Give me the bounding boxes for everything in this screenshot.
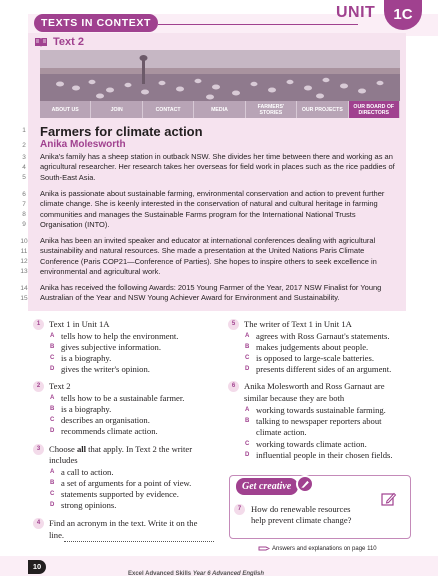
option-text[interactable]: a call to action.: [61, 467, 114, 477]
article-title: Farmers for climate action: [40, 124, 203, 139]
question-number: 6: [228, 381, 239, 392]
article-paragraph: Anika's family has a sheep station in outback NSW. She divides her time between there and working as an agricultural researcher. Her research takes her overseas for field work in places such as the rice paddies of South-East Asia.: [40, 152, 395, 182]
article-paragraph: Anika is passionate about sustainable farming, environmental conservation and action to prevent further climate change. She is keenly interested in the conservation of natural and cultural heritage in farming communities and manages the Sustainable Farms program for the International National Trusts Organisation (INTO).: [40, 189, 385, 229]
option-letter: A: [50, 395, 55, 401]
option-letter: C: [245, 355, 250, 361]
line-number: 2: [22, 142, 26, 149]
question-stem-cont: includes: [49, 455, 78, 465]
question-stem: Text 1 in Unit 1A: [49, 319, 110, 329]
footer-credit: Excel Advanced Skills Year 6 Advanced English: [128, 571, 265, 576]
option-text[interactable]: is opposed to large-scale batteries.: [256, 353, 374, 363]
option-text[interactable]: working towards sustainable farming.: [256, 405, 386, 415]
line-number: 4: [22, 164, 26, 171]
question-stem-cont: help prevent climate change?: [251, 515, 352, 525]
question-stem: How do renewable resources: [251, 504, 351, 514]
option-letter: B: [50, 344, 55, 350]
option-letter: B: [50, 480, 55, 486]
nav-about-us[interactable]: ABOUT US: [40, 101, 91, 118]
option-text[interactable]: is a biography.: [61, 404, 112, 414]
site-nav: [40, 101, 400, 118]
option-letter: A: [245, 407, 250, 413]
panel-title: Text 2: [53, 36, 84, 48]
edit-icon: [381, 491, 397, 507]
pointing-hand-icon: [258, 544, 270, 553]
line-number: 10: [20, 238, 28, 245]
line-number: 1: [22, 127, 26, 134]
option-text[interactable]: working towards climate action.: [256, 439, 367, 449]
option-letter: D: [50, 428, 55, 434]
option-text[interactable]: describes an organisation.: [61, 415, 150, 425]
line-number: 14: [20, 285, 28, 292]
question-number: 3: [33, 444, 44, 455]
line-number: 7: [22, 201, 26, 208]
option-letter: A: [245, 333, 250, 339]
question-number: 2: [33, 381, 44, 392]
option-text-cont[interactable]: climate action.: [256, 427, 307, 437]
option-text[interactable]: gives the writer's opinion.: [61, 364, 150, 374]
question-number: 7: [234, 504, 245, 515]
line-number: 12: [20, 258, 28, 265]
option-letter: D: [50, 366, 55, 372]
option-letter: B: [245, 344, 250, 350]
question-stem: Anika Molesworth and Ross Garnaut are: [244, 381, 385, 391]
question-stem: Find an acronym in the text. Write it on the: [49, 518, 198, 528]
option-text[interactable]: tells how to be a sustainable farmer.: [61, 393, 185, 403]
line-number: 13: [20, 268, 28, 275]
option-text[interactable]: recommends climate action.: [61, 426, 158, 436]
get-creative-label: Get creative: [236, 478, 298, 495]
option-letter: D: [245, 452, 250, 458]
section-label: TEXTS IN CONTEXT: [34, 14, 158, 32]
option-text[interactable]: strong opinions.: [61, 500, 117, 510]
option-letter: C: [50, 355, 55, 361]
nav-media[interactable]: MEDIA: [194, 101, 245, 118]
question-number: 4: [33, 518, 44, 529]
answer-line[interactable]: [64, 541, 214, 542]
option-letter: B: [50, 406, 55, 412]
option-letter: D: [245, 366, 250, 372]
question-stem-cont: line.: [49, 530, 65, 540]
nav-board-of-directors[interactable]: OUR BOARD OF DIRECTORS: [349, 101, 400, 118]
option-text[interactable]: a set of arguments for a point of view.: [61, 478, 192, 488]
line-number: 11: [20, 248, 28, 255]
nav-farmers-stories[interactable]: FARMERS' STORIES: [246, 101, 297, 118]
question-stem: Text 2: [49, 381, 71, 391]
nav-our-projects[interactable]: OUR PROJECTS: [297, 101, 348, 118]
sheep-photo: [40, 50, 400, 101]
question-stem: Choose all that apply. In Text 2 the writer: [49, 444, 193, 454]
line-number: 15: [20, 295, 28, 302]
header-rule: [158, 24, 358, 25]
question-stem-cont: similar because they are both: [244, 393, 345, 403]
article-byline: Anika Molesworth: [40, 139, 126, 150]
option-letter: B: [245, 418, 250, 424]
question-stem: The writer of Text 1 in Unit 1A: [244, 319, 352, 329]
answers-note: Answers and explanations on page 110: [272, 546, 377, 552]
line-number: 6: [22, 191, 26, 198]
option-letter: A: [50, 333, 55, 339]
question-number: 1: [33, 319, 44, 330]
option-text[interactable]: gives subjective information.: [61, 342, 161, 352]
option-letter: A: [50, 469, 55, 475]
line-number: 3: [22, 154, 26, 161]
option-letter: C: [50, 491, 55, 497]
page-number: 10: [28, 560, 46, 574]
article-paragraph: Anika has been an invited speaker and educator at international conferences dealing with agricultural sustainability and natural resources. She made a presentation at the United Nations Paris Climate Conference (Paris COP21—Conference of Parties). She hopes to inspire others to seek excellence in environmental and agricultural work.: [40, 236, 377, 276]
line-number: 8: [22, 211, 26, 218]
question-number: 5: [228, 319, 239, 330]
option-letter: D: [50, 502, 55, 508]
unit-badge: 1C: [384, 0, 422, 30]
option-text[interactable]: makes judgements about people.: [256, 342, 369, 352]
option-text[interactable]: agrees with Ross Garnaut's statements.: [256, 331, 390, 341]
nav-contact[interactable]: CONTACT: [143, 101, 194, 118]
option-text[interactable]: statements supported by evidence.: [61, 489, 179, 499]
option-text[interactable]: is a biography.: [61, 353, 112, 363]
option-letter: C: [245, 441, 250, 447]
nav-join[interactable]: JOIN: [91, 101, 142, 118]
book-icon: [34, 37, 48, 48]
emphasis-all: all: [76, 444, 87, 454]
pencil-icon: [296, 475, 314, 493]
option-text[interactable]: tells how to help the environment.: [61, 331, 179, 341]
option-letter: C: [50, 417, 55, 423]
article-paragraph: Anika has received the following Awards: 2015 Young Farmer of the Year, 2017 NSW Finalist for Young Australian of the Year and NSW Young Achiever Award for Environment and Sustainability.: [40, 283, 382, 303]
line-number: 5: [22, 174, 26, 181]
option-text[interactable]: presents different sides of an argument.: [256, 364, 392, 374]
line-number: 9: [22, 221, 26, 228]
option-text[interactable]: talking to newspaper reporters about: [256, 416, 382, 426]
option-text[interactable]: influential people in their chosen fields.: [256, 450, 393, 460]
unit-label: UNIT: [336, 4, 376, 21]
